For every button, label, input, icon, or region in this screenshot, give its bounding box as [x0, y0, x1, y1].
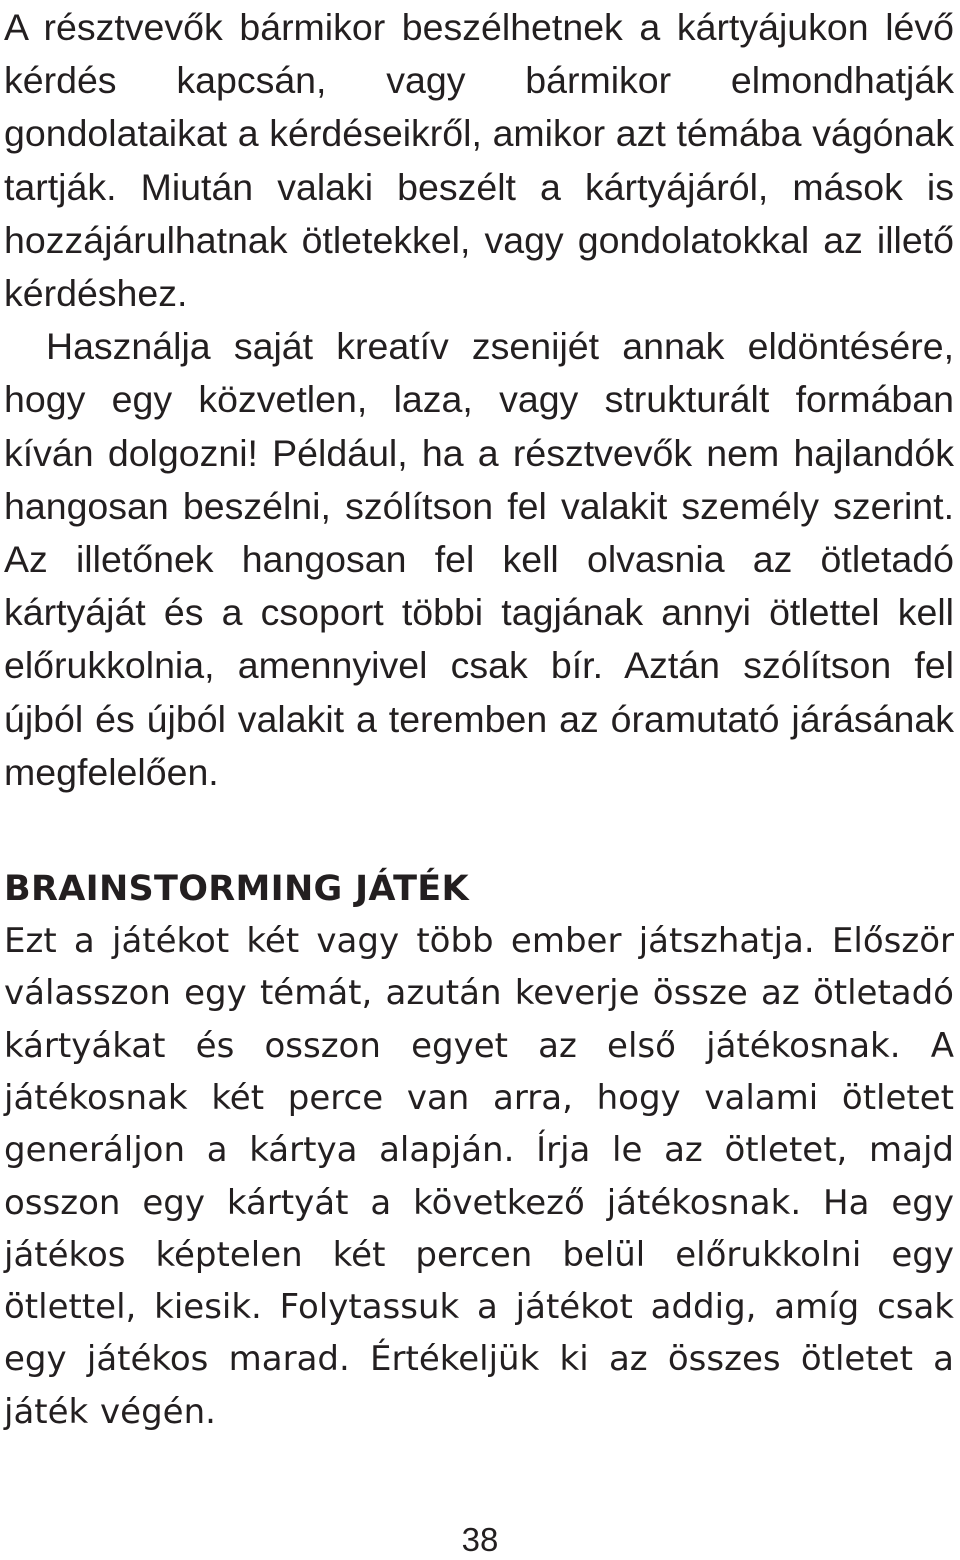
intro-paragraph: A résztvevők bármikor beszélhetnek a kártyájukon lévő kérdés kapcsán, vagy bármikor elmondhatják gondolataikat a kérdéseikről, amikor azt témába vágónak tartják. Miután valaki beszélt a kártyájáról, mások is hozzájárulhatnak ötletekkel, vagy gondolatokkal az illető kérdéshez. [4, 6, 954, 315]
page-number: 38 [461, 1521, 499, 1558]
creative-approach-paragraph: Használja saját kreatív zsenijét annak eldöntésére, hogy egy közvetlen, laza, vagy strukturált formában kíván dolgozni! Például, ha a résztvevők nem hajlandók hangosan beszélni, szólítson fel valakit személy szerint. Az illetőnek hangosan fel kell olvasnia az ötletadó kártyáját és a csoport többi tagjának annyi ötlettel kell előrukkolnia, amennyivel csak bír. Aztán szólítson fel újból és újból valakit a teremben az óramutató járásának megfelelően. [4, 325, 954, 793]
document-page [4, 0, 954, 1438]
section-heading: BRAINSTORMING JÁTÉK [4, 869, 469, 910]
game-rules-paragraph: Ezt a játékot két vagy több ember játszhatja. Először válasszon egy témát, azután keverje össze az ötletadó kártyákat és osszon egyet az első játékosnak. A játékosnak két perce van arra, hogy valami ötletet generáljon a kártya alapján. Írja le az ötletet, majd osszon egy kártyát a következő játékosnak. Ha egy játékos képtelen két percen belül előrukkolni egy ötlettel, kiesik. Folytassuk a játékot addig, amíg csak egy játékos marad. Értékeljük ki az összes ötletet a játék végén. [4, 921, 954, 1432]
